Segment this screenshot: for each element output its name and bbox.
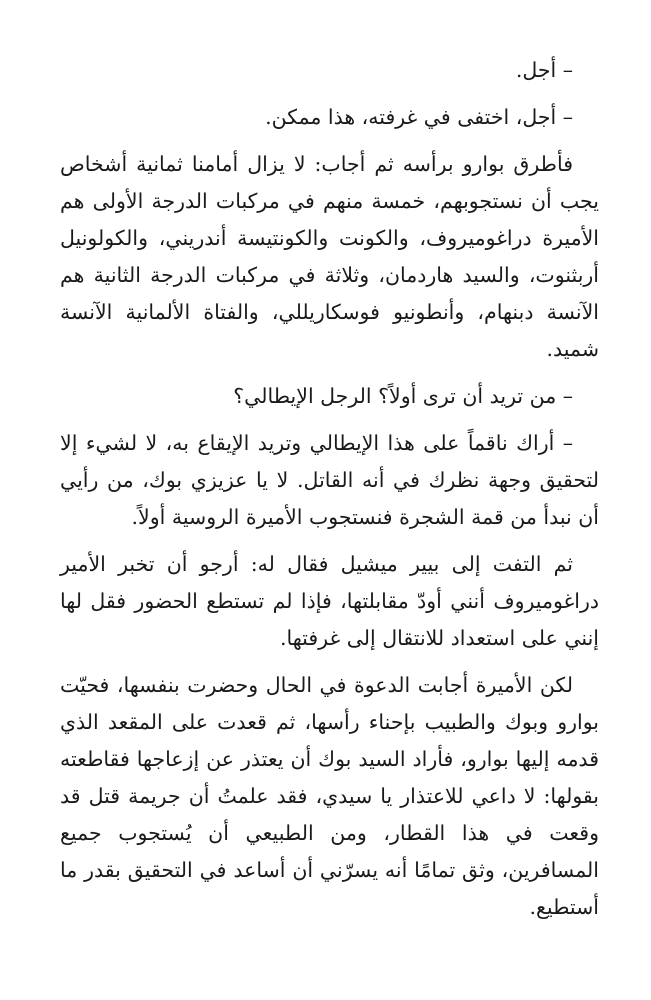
narrative-paragraph-2: ثم التفت إلى بيير ميشيل فقال له: أرجو أن تخبر الأمير دراغوميروف أنني أودّ مقابلتها، فإذا لم تستطع الحضور فقل لها إنني على استعداد للانتقال إلى غرفتها. — [60, 552, 599, 650]
dialogue-line-4: – أراك ناقماً على هذا الإيطالي وتريد الإيقاع به، لا لشيء إلا لتحقيق وجهة نظرك في أنه القاتل. لا يا عزيزي بوك، من رأيي أن نبدأ من قمة الشجرة فنستجوب الأميرة الروسية أولاً. — [60, 431, 599, 529]
book-page — [60, 52, 599, 936]
narrative-paragraph-1: فأطرق بوارو برأسه ثم أجاب: لا يزال أمامنا ثمانية أشخاص يجب أن نستجوبهم، خمسة منهم في مركبات الدرجة الأولى هم الأميرة دراغوميروف، والكونت والكونتيسة أندريني، والكولونيل أربثنوت، والسيد هاردمان، وثلاثة في مركبات الدرجة الثانية هم الآنسة دبنهام، وأنطونيو فوسكاريللي، والفتاة الألمانية الآنسة شميد. — [60, 152, 599, 361]
dialogue-line-3: – من تريد أن ترى أولاً؟ الرجل الإيطالي؟ — [233, 384, 573, 408]
narrative-paragraph-3: لكن الأميرة أجابت الدعوة في الحال وحضرت بنفسها، فحيّت بوارو وبوك والطبيب بإحناء رأسها، ثم قعدت على المقعد الذي قدمه إليها بوارو، فأراد السيد بوك أن يعتذر عن إزعاجها فقاطعته بقولها: لا داعي للاعتذار يا سيدي، فقد علمتُ أن جريمة قتل قد وقعت في هذا القطار، ومن الطبيعي أن يُستجوب جميع المسافرين، وثق تمامًا أنه يسرّني أن أساعد في التحقيق بقدر ما أستطيع. — [60, 673, 599, 919]
dialogue-line-1: – أجل. — [515, 58, 573, 82]
dialogue-line-2: – أجل، اختفى في غرفته، هذا ممكن. — [265, 105, 573, 129]
